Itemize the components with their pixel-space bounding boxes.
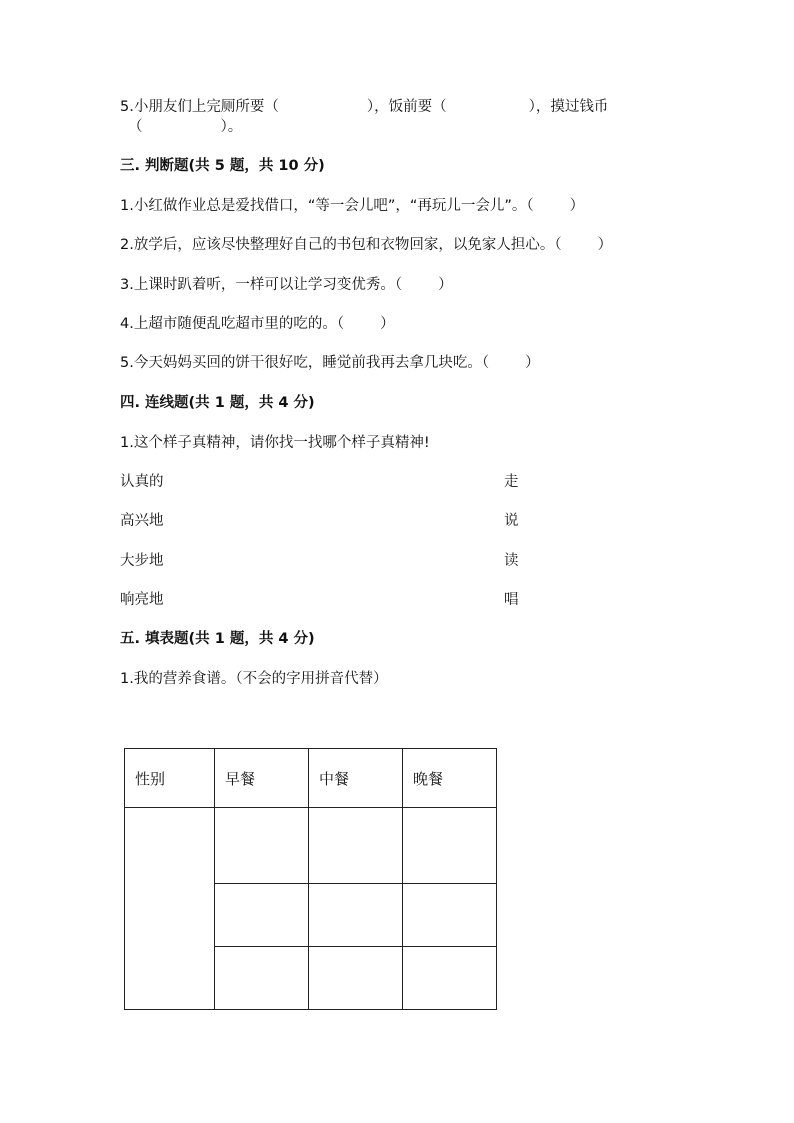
judge-item-2-text: 2.放学后，应该尽快整理好自己的书包和衣物回家，以免家人担心。（ bbox=[120, 237, 562, 253]
table-question: 1.我的营养食谱。（不会的字用拼音代替） bbox=[120, 671, 388, 687]
q5-part2: ），饭前要（ bbox=[366, 99, 447, 115]
judge-item-5-text: 5.今天妈妈买回的饼干很好吃，睡觉前我再去拿几块吃。（ bbox=[120, 355, 490, 371]
judge-item-5 bbox=[120, 353, 540, 373]
matching-left-1[interactable]: 认真的 bbox=[120, 474, 164, 490]
cell-breakfast-2[interactable] bbox=[215, 884, 309, 947]
q5-line1 bbox=[120, 97, 608, 117]
cell-dinner-3[interactable] bbox=[403, 947, 497, 1010]
header-lunch: 中餐 bbox=[309, 749, 403, 808]
judge-item-3 bbox=[120, 275, 453, 295]
judge-item-2 bbox=[120, 235, 612, 255]
matching-left-2[interactable]: 高兴地 bbox=[120, 513, 164, 529]
matching-right-4[interactable]: 唱 bbox=[504, 592, 519, 608]
matching-left-4[interactable]: 响亮地 bbox=[120, 592, 164, 608]
matching-right-3[interactable]: 读 bbox=[504, 553, 519, 569]
matching-right-2[interactable]: 说 bbox=[504, 513, 519, 529]
judge-item-4-close: ） bbox=[380, 316, 395, 332]
q5-part1: 5.小朋友们上完厕所要（ bbox=[120, 99, 279, 115]
matching-question: 1.这个样子真精神，请你找一找哪个样子真精神! bbox=[120, 435, 430, 451]
q5-line2-open: （ bbox=[128, 119, 143, 135]
judge-item-4-text: 4.上超市随便乱吃超市里的吃的。（ bbox=[120, 316, 345, 332]
header-gender: 性别 bbox=[125, 749, 215, 808]
cell-breakfast-3[interactable] bbox=[215, 947, 309, 1010]
table-row bbox=[125, 808, 497, 884]
table-header-row bbox=[125, 749, 497, 808]
judge-item-3-close: ） bbox=[438, 277, 453, 293]
cell-dinner-1[interactable] bbox=[403, 808, 497, 884]
cell-gender[interactable] bbox=[125, 808, 215, 1010]
judge-item-4 bbox=[120, 314, 395, 334]
judge-item-1 bbox=[120, 196, 584, 216]
cell-lunch-2[interactable] bbox=[309, 884, 403, 947]
judge-item-3-text: 3.上课时趴着听，一样可以让学习变优秀。（ bbox=[120, 277, 403, 293]
judge-item-1-text: 1.小红做作业总是爱找借口，“等一会儿吧”，“再玩儿一会儿”。（ bbox=[120, 198, 534, 214]
matching-heading: 四. 连线题(共 1 题，共 4 分) bbox=[120, 395, 315, 411]
q5-line2-close: ）。 bbox=[220, 119, 243, 135]
judge-item-1-close: ） bbox=[569, 198, 585, 214]
menu-table bbox=[124, 748, 497, 1010]
header-dinner: 晚餐 bbox=[403, 749, 497, 808]
cell-dinner-2[interactable] bbox=[403, 884, 497, 947]
judge-heading: 三. 判断题(共 5 题，共 10 分) bbox=[120, 158, 325, 174]
header-breakfast: 早餐 bbox=[215, 749, 309, 808]
matching-right-1[interactable]: 走 bbox=[504, 474, 519, 490]
judge-item-2-close: ） bbox=[597, 237, 613, 253]
cell-lunch-3[interactable] bbox=[309, 947, 403, 1010]
q5-line2 bbox=[128, 117, 242, 137]
q5-part3: ），摸过钱币 bbox=[528, 99, 609, 115]
table-heading: 五. 填表题(共 1 题，共 4 分) bbox=[120, 631, 315, 647]
cell-lunch-1[interactable] bbox=[309, 808, 403, 884]
matching-left-3[interactable]: 大步地 bbox=[120, 553, 164, 569]
cell-breakfast-1[interactable] bbox=[215, 808, 309, 884]
judge-item-5-close: ） bbox=[525, 355, 540, 371]
